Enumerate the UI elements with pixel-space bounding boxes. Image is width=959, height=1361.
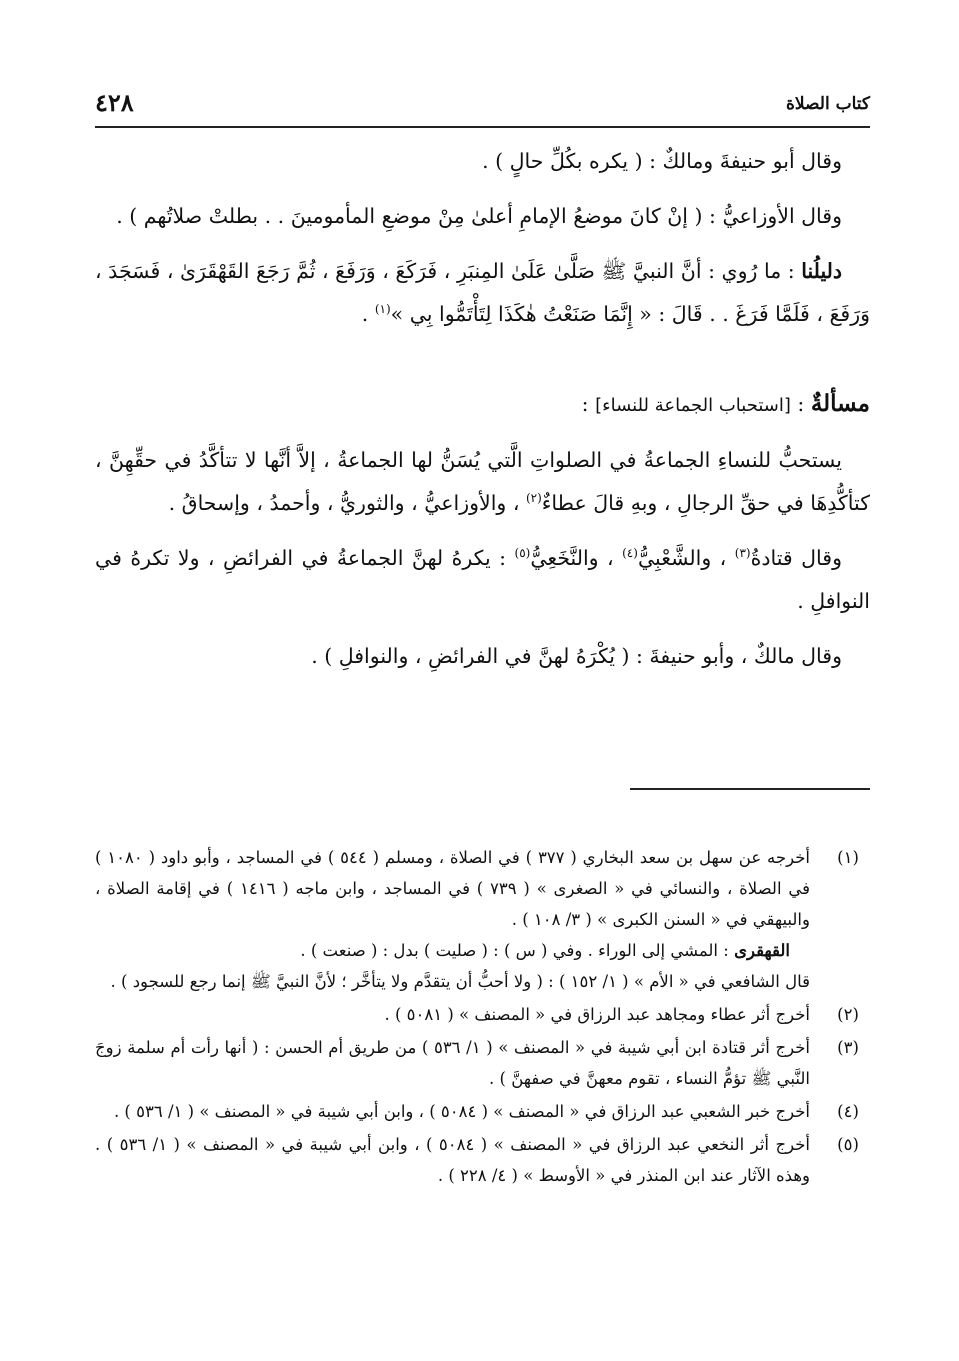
paragraph-qatada	[95, 537, 870, 623]
gloss-label: القهقرى	[734, 941, 790, 960]
masala-end: :	[581, 392, 596, 416]
footnote-ref-2[interactable]: (٢)	[525, 491, 542, 506]
masala-word: مسألةٌ	[810, 390, 870, 417]
paragraph-awzai: وقال الأوزاعيُّ : ( إنْ كانَ موضعُ الإمامِ أعلىٰ مِنْ موضعِ المأمومينَ . . بطلتْ صلاتُهم ) .	[116, 204, 842, 228]
footnote-1	[95, 842, 870, 997]
qatada-text-b: ، والشَّعْبِيُّ	[637, 546, 735, 570]
footnote-extra: قال الشافعي في « الأم » ( ١/ ١٥٢ ) : ( ولا أحبُّ أن يتقدَّم ولا يتأخَّر ؛ لأنَّ النبيَّ ﷺ إنما رجع للسجود ) .	[110, 972, 810, 991]
footnote-text: أخرجه عن سهل بن سعد البخاري ( ٣٧٧ ) في الصلاة ، ومسلم ( ٥٤٤ ) في المساجد ، وأبو داود ( ١٠٨٠ ) في الصلاة ، والنسائي في « الصغرى » ( ٧٣٩ ) في المساجد ، وابن ماجه ( ١٤١٦ ) في إقامة الصلاة ، والبيهقي في « السنن الكبرى » ( ٣/ ١٠٨ ) .	[95, 848, 810, 929]
footnote-number: (٢)	[837, 1005, 859, 1024]
paragraph-abu-hanifa: وقال أبو حنيفةَ ومالكٌ : ( يكره بكُلِّ حالٍ ) .	[482, 149, 842, 173]
footnote-text: أخرج أثر قتادة ابن أبي شيبة في « المصنف » ( ١/ ٥٣٦ ) من طريق أم الحسن : ( أنها رأت أم سلمة زوجَ النَّبي ﷺ تؤمُّ النساء ، تقوم معهنَّ في صفهنَّ ) .	[95, 1038, 810, 1088]
masala-title: [استحباب الجماعة للنساء]	[595, 395, 791, 416]
evidence-text: : ما رُوي : أنَّ النبيَّ ﷺ صَلَّىٰ عَلَىٰ المِنبَرِ ، فَرَكَعَ ، وَرَفَعَ ، ثُمَّ رَجَعَ القَهْقَرَىٰ ، فَسَجَدَ ، وَرَفَعَ ، فَلَمَّا فَرَغَ . . قَالَ : « إِنَّمَا صَنَعْتُ هٰكَذَا لِتَأْتَمُّوا بِي »	[95, 259, 870, 326]
running-title: كتاب الصلاة	[785, 94, 870, 114]
paragraph-malik: وقال مالكٌ ، وأبو حنيفةَ : ( يُكْرَهُ لهنَّ في الفرائضِ ، والنوافلِ ) .	[311, 644, 842, 668]
qatada-text-a: وقال قتادةُ	[750, 546, 842, 570]
qatada-text-d: : يكرهُ لهنَّ الجماعةُ في الفرائضِ ، ولا تكرهُ في النوافلِ .	[95, 546, 870, 613]
header-rule	[95, 126, 870, 128]
footnote-ref-4[interactable]: (٤)	[622, 546, 638, 561]
page-number: ٤٢٨	[95, 88, 134, 117]
women-text-b: ، والأوزاعيُّ ، والثوريُّ ، وأحمدُ ، وإسحاقُ .	[168, 491, 526, 515]
page-header	[95, 88, 870, 128]
footnote-number: (١)	[837, 848, 859, 867]
footnote-3	[95, 1032, 870, 1094]
footnote-text: أخرج خبر الشعبي عبد الرزاق في « المصنف » ( ٥٠٨٤ ) ، وابن أبي شيبة في « المصنف » ( ١/ ٥٣٦ ) .	[113, 1102, 810, 1121]
qatada-text-c: ، والنَّخَعِيُّ	[530, 546, 623, 570]
footnote-text: أخرج أثر عطاء ومجاهد عبد الرزاق في « المصنف » ( ٥٠٨١ ) .	[384, 1005, 810, 1024]
footnote-text: أخرج أثر النخعي عبد الرزاق في « المصنف » ( ٥٠٨٤ ) ، وابن أبي شيبة في « المصنف » ( ١/ ٥٣٦ ) . وهذه الآثار عند ابن المنذر في « الأوسط » ( ٤/ ٢٢٨ ) .	[95, 1135, 810, 1185]
evidence-label: دليلُنا	[801, 259, 842, 283]
footnote-number: (٣)	[837, 1038, 859, 1057]
footnote-number: (٤)	[837, 1102, 859, 1121]
paragraph-evidence	[95, 250, 870, 336]
footnote-rule	[630, 788, 870, 790]
gloss-text: : المشي إلى الوراء . وفي ( س ) : ( صليت ) بدل : ( صنعت ) .	[300, 941, 735, 960]
footnote-2	[95, 999, 870, 1030]
masala-sep: :	[790, 392, 811, 416]
footnote-ref-5[interactable]: (٥)	[514, 546, 531, 561]
footnote-ref-3[interactable]: (٣)	[734, 546, 751, 561]
women-text-a: يستحبُّ للنساءِ الجماعةُ في الصلواتِ الَّتي يُسَنُّ لها الجماعةُ ، إلاَّ أنَّها لا تتأكَّدُ في حقِّهِنَّ ، كتأكُّدِهَا في حقِّ الرجالِ ، وبهِ قالَ عطاءٌ	[95, 448, 870, 515]
masala-heading	[95, 382, 870, 427]
footnote-5	[95, 1129, 870, 1191]
footnote-4	[95, 1096, 870, 1127]
evidence-end: .	[361, 302, 375, 326]
footnote-gloss	[95, 935, 790, 966]
main-text	[95, 140, 870, 690]
footnotes	[95, 842, 870, 1193]
footnote-ref-1[interactable]: (١)	[374, 302, 391, 317]
paragraph-women-congregation	[95, 439, 870, 525]
footnote-number: (٥)	[837, 1135, 859, 1154]
